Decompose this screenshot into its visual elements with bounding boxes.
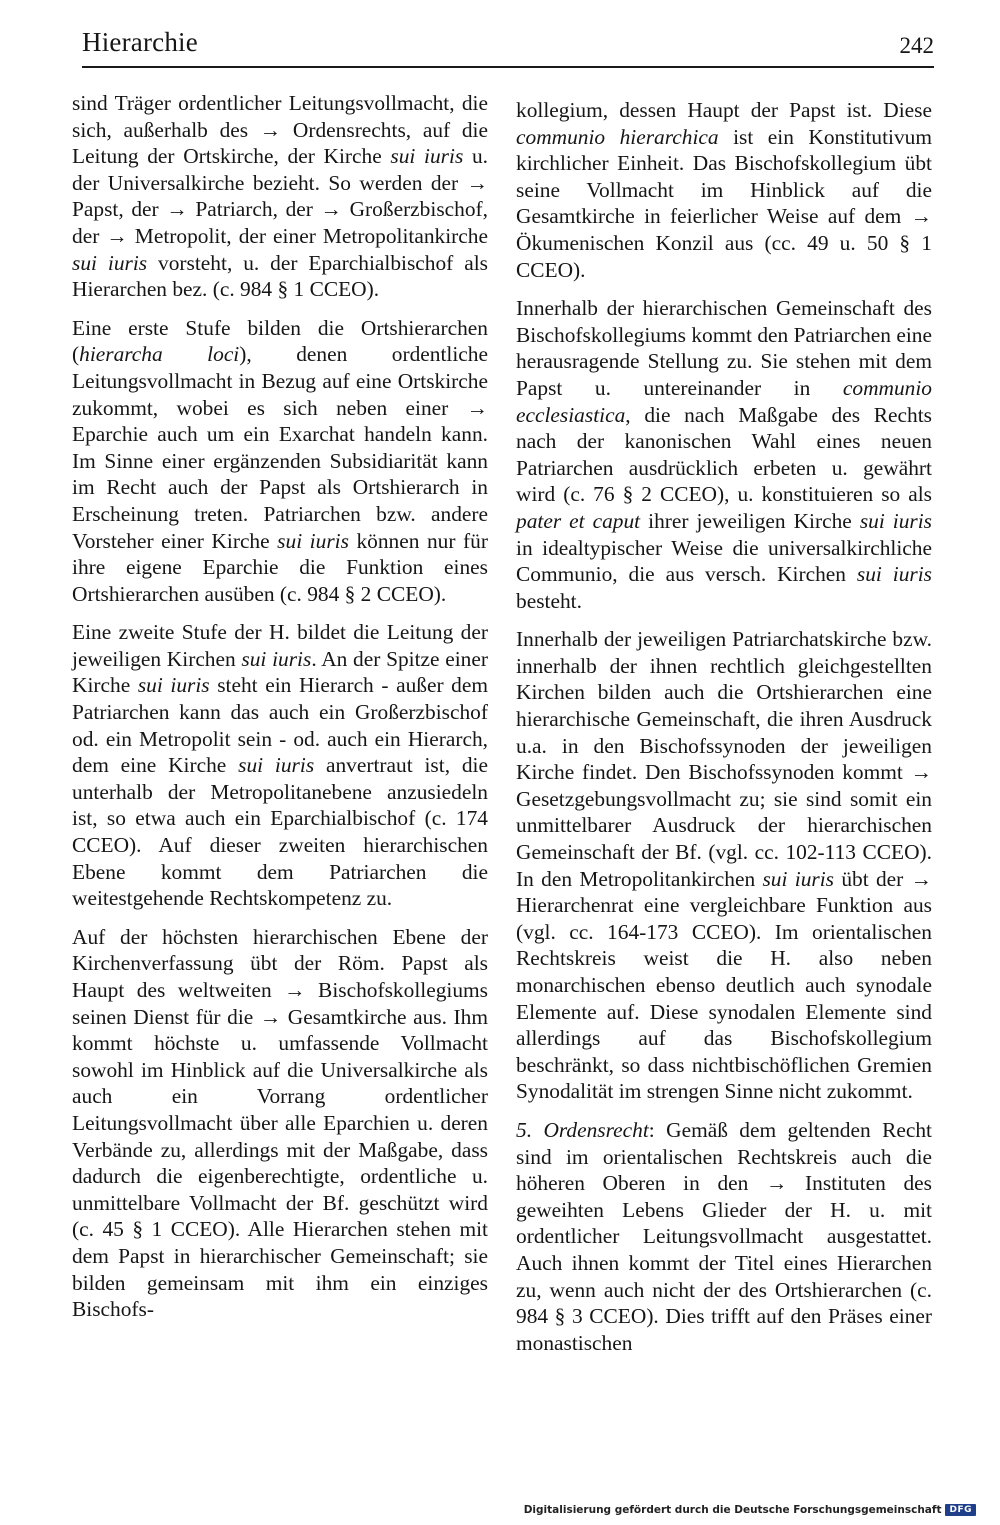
left-column	[72, 90, 488, 1335]
right-column	[516, 97, 932, 1368]
paragraph: Innerhalb der hierarchischen Gemeinschaft des Bischofskollegiums kommt den Patriarchen eine herausragende Stellung zu. Sie stehen mit dem Papst u. untereinander in communio ecclesiastica, die nach Maßgabe des Rechts nach der kanonischen Wahl eines neuen Patriarchen ausdrücklich erbeten u. gewährt wird (c. 76 § 2 CCEO), u. konstituieren so als pater et caput ihrer jeweiligen Kirche sui iuris in idealtypischer Weise die universalkirchliche Communio, die aus versch. Kirchen sui iuris besteht.	[516, 296, 933, 613]
running-title: Hierarchie	[82, 27, 198, 57]
paragraph: Auf der höchsten hierarchischen Ebene der Kirchenverfassung übt der Röm. Papst als Haupt des weltweiten → Bischofskollegiums seinen Dienst für die → Gesamtkirche aus. Ihm kommt höchste u. umfassende Vollmacht sowohl im Hinblick auf die Universalkirche als auch ein Vorrang ordentlicher Leitungsvollmacht über alle Eparchien u. deren Verbände zu, allerdings mit der Maßgabe, dass dadurch die eigenberechtigte, ordentliche u. unmittelbare Vollmacht der Bf. geschützt wird (c. 45 § 1 CCEO). Alle Hierarchen stehen mit dem Papst in hierarchischer Gemeinschaft; sie bilden gemeinsam mit ihm ein einziges Bischofs-	[72, 924, 488, 1322]
footer-text: Digitalisierung gefördert durch die Deutsche Forschungsgemeinschaft	[523, 1504, 942, 1516]
page-header	[82, 27, 934, 67]
paragraph: Innerhalb der jeweiligen Patriarchatskirche bzw. innerhalb der ihnen rechtlich gleichgestellten Kirchen bilden auch die Ortshierarchen eine hierarchische Gemeinschaft, die ihren Ausdruck u.a. in den Bischofssynoden der jeweiligen Kirche findet. Den Bischofssynoden kommt → Gesetzgebungsvollmacht zu; sie sind somit ein unmittelbarer Ausdruck der hierarchischen Gemeinschaft der Bf. (vgl. cc. 102-113 CCEO). In den Metropolitankirchen sui iuris übt der → Hierarchenrat eine vergleichbare Funktion aus (vgl. cc. 164-173 CCEO). Im orientalischen Rechtskreis weist die H. also neben monarchischen ebenso deutlich auch synodale Elemente auf. Diese synodalen Elemente sind allerdings auf das Bischofskollegium beschränkt, so dass nichtbischöflichen Gremien Synodalität im strengen Sinne nicht zukommt.	[516, 627, 932, 1104]
paragraph: kollegium, dessen Haupt der Papst ist. Diese communio hierarchica ist ein Konstitutivum kirchlicher Einheit. Das Bischofskollegium übt seine Vollmacht im Hinblick auf die Gesamtkirche in feierlicher Weise auf dem → Ökumenischen Konzil aus (cc. 49 u. 50 § 1 CCEO).	[516, 98, 932, 282]
header-rule	[82, 66, 934, 68]
paragraph: Eine erste Stufe bilden die Ortshierarchen (hierarcha loci), denen ordentliche Leitungsvollmacht in Bezug auf eine Ortskirche zukommt, wobei es sich neben einer → Eparchie auch um ein Exarchat handeln kann. Im Sinne einer ergänzenden Subsidiarität kann im Recht auch der Papst als Ortshierarch in Erscheinung treten. Patriarchen bzw. andere Vorsteher einer Kirche sui iuris können nur für ihre eigene Eparchie die Funktion eines Ortshierarchen ausüben (c. 984 § 2 CCEO).	[72, 315, 488, 606]
paragraph: 5. Ordensrecht: Gemäß dem geltenden Recht sind im orientalischen Rechtskreis auch die höheren Oberen in den → Instituten des geweihten Lebens Glieder der H. u. mit ordentlicher Leitungsvollmacht ausgestattet. Auch ihnen kommt der Titel eines Hierarchen zu, wenn auch nicht der des Ortshierarchen (c. 984 § 3 CCEO). Dies trifft auf den Präses einer monastischen	[516, 1117, 932, 1355]
section-heading: 5. Ordensrecht	[516, 1117, 649, 1142]
dfg-logo-icon: DFG	[945, 1504, 976, 1516]
paragraph: Eine zweite Stufe der H. bildet die Leitung der jeweiligen Kirchen sui iuris. An der Spitze einer Kirche sui iuris steht ein Hierarch - außer dem Patriarchen kann das auch ein Großerzbischof od. ein Metropolit sein - od. auch ein Hierarch, dem eine Kirche sui iuris anvertraut ist, die unterhalb der Metropolitanebene anzusiedeln ist, so etwa auch ein Eparchialbischof (c. 174 CCEO). Auf dieser zweiten hierarchischen Ebene kommt dem Patriarchen die weitestgehende Rechtskompetenz zu.	[72, 620, 489, 911]
page-number: 242	[899, 33, 934, 58]
paragraph: sind Träger ordentlicher Leitungsvollmacht, die sich, außerhalb des → Ordensrechts, auf die Leitung der Ortskirche, der Kirche sui iuris u. der Universalkirche bezieht. So werden der → Papst, der → Patriarch, der → Großerzbischof, der → Metropolit, der einer Metropolitankirche sui iuris vorsteht, u. der Eparchialbischof als Hierarchen bez. (c. 984 § 1 CCEO).	[72, 91, 488, 302]
digitization-footer	[524, 1504, 976, 1516]
